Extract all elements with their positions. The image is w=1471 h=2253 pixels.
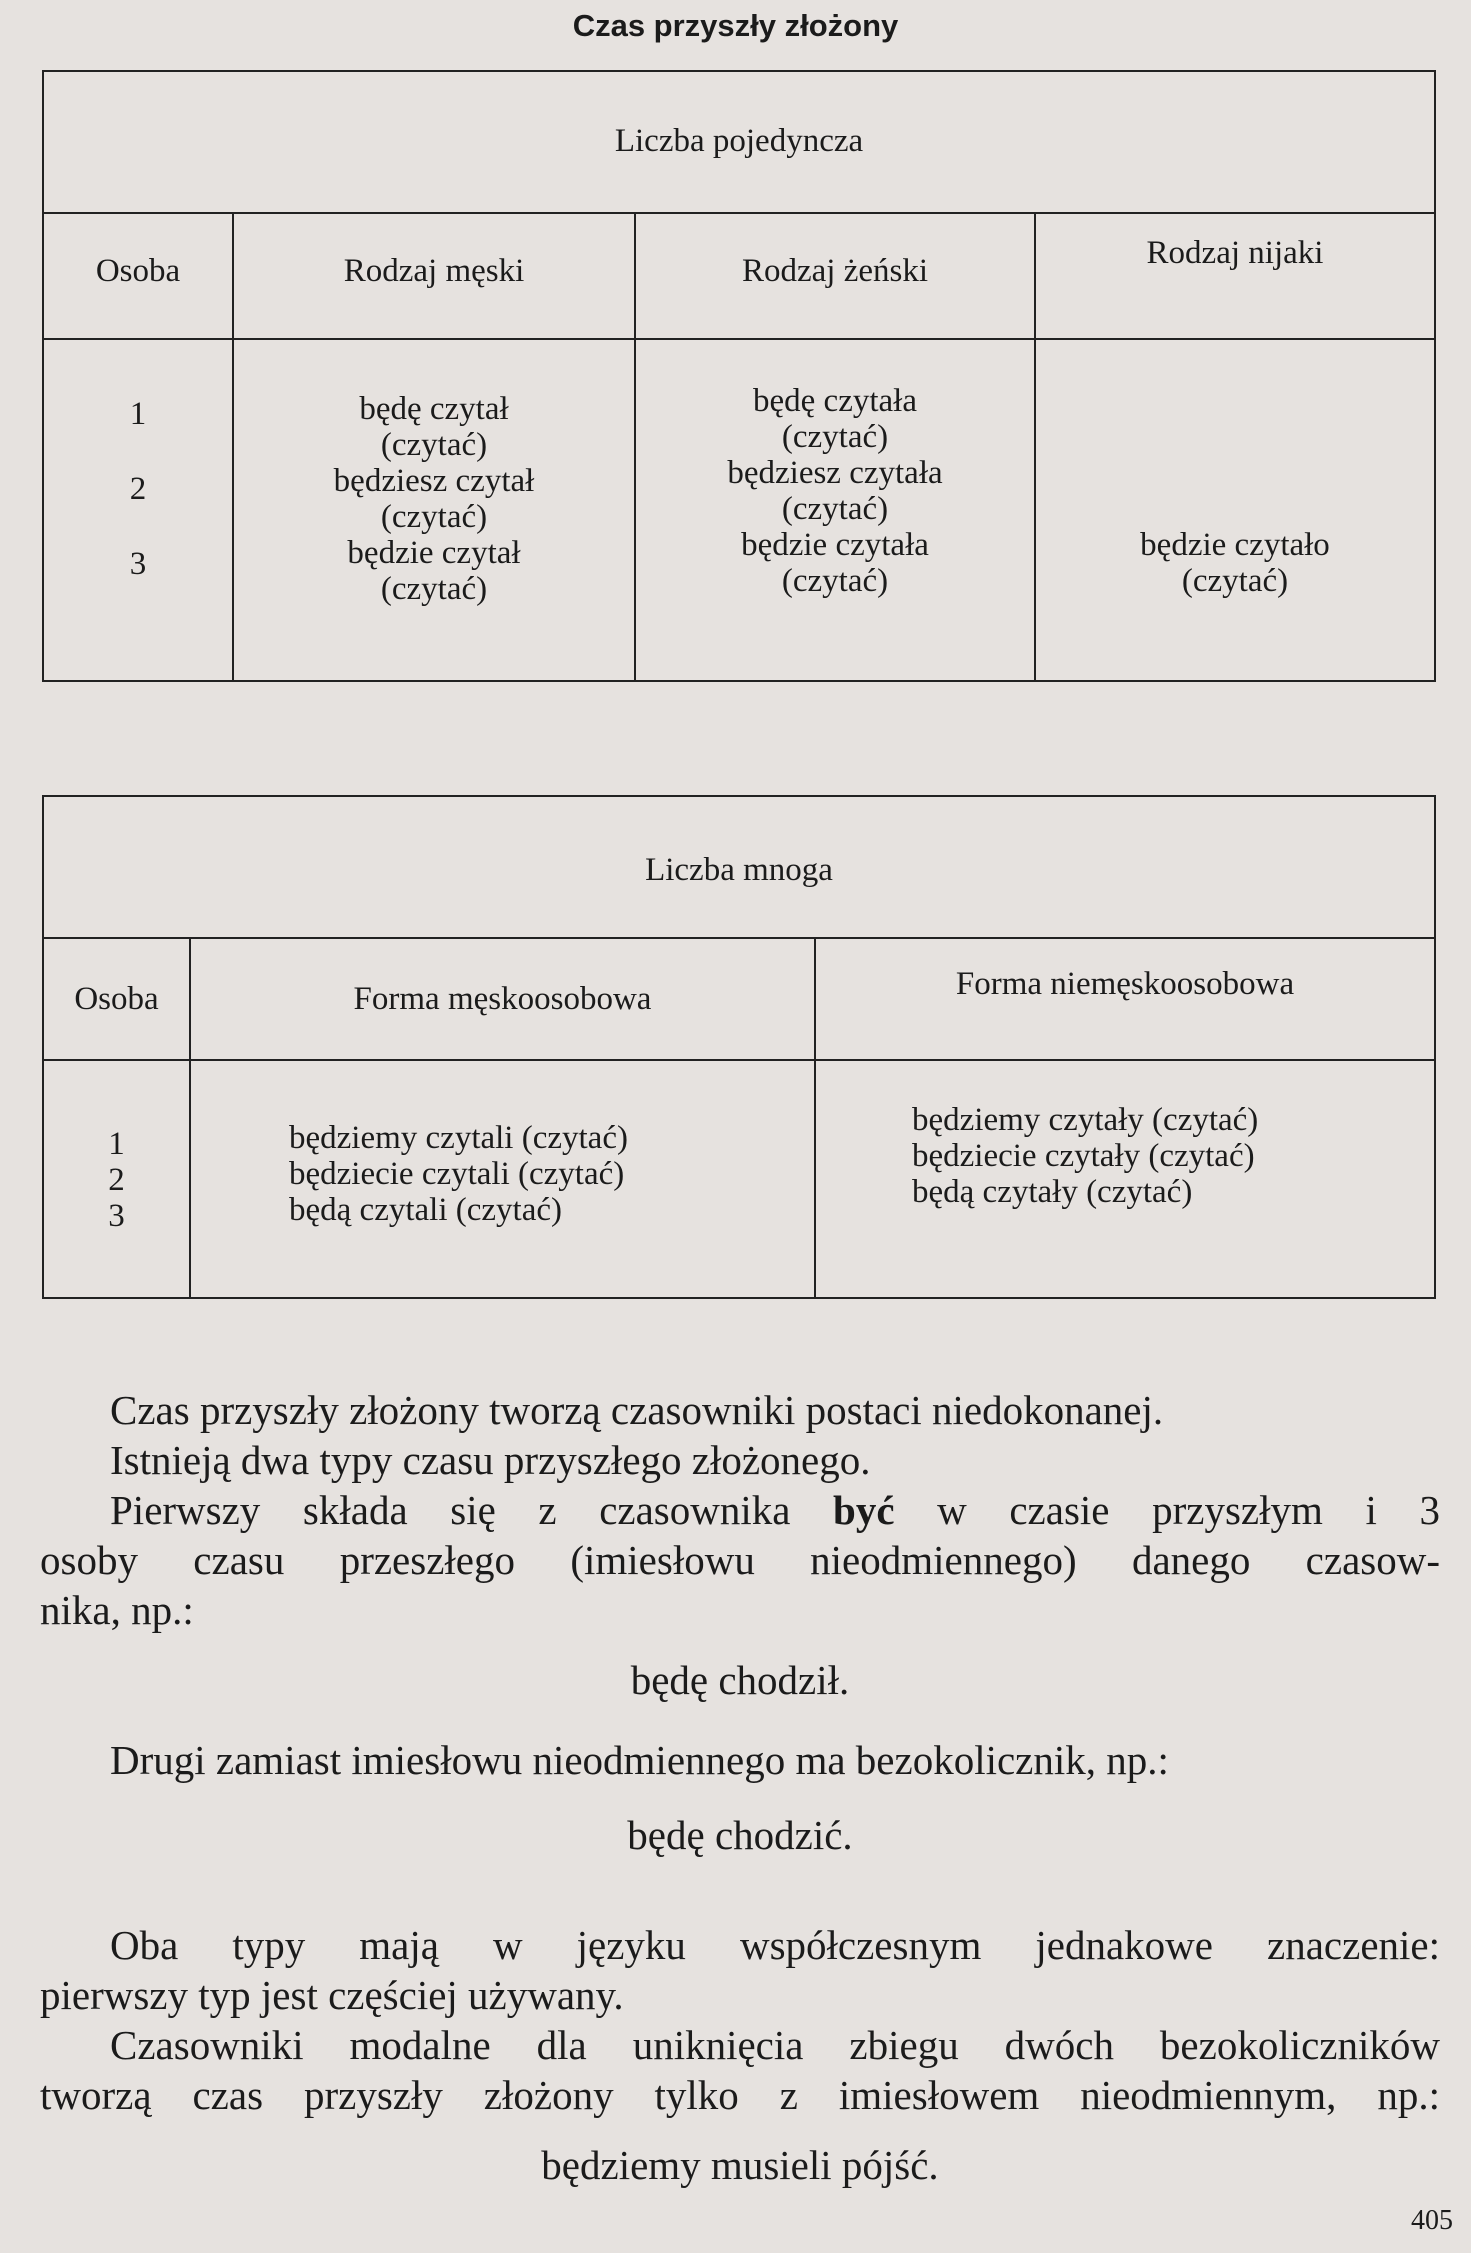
masc-form: (czytać)	[380, 499, 488, 535]
person-1: 1	[108, 1126, 125, 1162]
example-3: będziemy musieli pójść.	[541, 2142, 939, 2188]
p3-text-a: Pierwszy składa się z czasownika	[110, 1487, 834, 1533]
person-3: 3	[129, 546, 147, 582]
paragraph-1: Czas przyszły złożony tworzą czasowniki postaci niedokonanej.	[110, 1387, 1164, 1433]
nonmasc-plural-form: będą czytały (czytać)	[912, 1174, 1193, 1210]
divider	[44, 1059, 1434, 1061]
person-2: 2	[108, 1162, 125, 1198]
paragraph-5-line-1: Oba typy mają w języku współczesnym jednakowe znaczenie:	[110, 1922, 1440, 1968]
masc-form: (czytać)	[380, 427, 488, 463]
person-1: 1	[129, 396, 147, 432]
paragraph-6-line-2: tworzą czas przyszły złożony tylko z imiesłowem nieodmiennym, np.:	[40, 2072, 1440, 2118]
singular-table	[42, 70, 1436, 682]
example-2: będę chodzić.	[627, 1812, 853, 1858]
paragraph-5-line-2: pierwszy typ jest częściej używany.	[40, 1972, 624, 2018]
divider	[44, 937, 1434, 939]
p3-text-b: w czasie przyszłym i 3	[894, 1487, 1440, 1533]
header-rodzaj-zenski: Rodzaj żeński	[741, 253, 929, 289]
divider	[1034, 212, 1036, 680]
masc-form: będę czytał	[359, 391, 509, 427]
paragraph-4: Drugi zamiast imiesłowu nieodmiennego ma bezokolicznik, np.:	[110, 1737, 1169, 1783]
nonmasc-plural-form: będziemy czytały (czytać)	[912, 1102, 1259, 1138]
header-osoba: Osoba	[95, 253, 181, 289]
neut-form: (czytać)	[1181, 563, 1289, 599]
example-1: będę chodził.	[630, 1657, 850, 1703]
masc-plural-form: będą czytali (czytać)	[289, 1192, 562, 1228]
plural-table-title: Liczba mnoga	[645, 852, 833, 888]
header-osoba: Osoba	[74, 981, 159, 1017]
masc-form: będzie czytał	[347, 535, 521, 571]
divider	[44, 338, 1434, 340]
paragraph-6-line-1: Czasowniki modalne dla uniknięcia zbiegu dwóch bezokoliczników	[110, 2022, 1440, 2068]
fem-form: będę czytała	[753, 383, 917, 419]
fem-form: (czytać)	[781, 419, 889, 455]
page-number: 405	[1411, 2205, 1453, 2236]
divider	[44, 212, 1434, 214]
person-3: 3	[108, 1198, 125, 1234]
paragraph-3-line-2: osoby czasu przeszłego (imiesłowu nieodmiennego) danego czasow-	[40, 1537, 1440, 1583]
fem-form: (czytać)	[781, 563, 889, 599]
paragraph-2: Istnieją dwa typy czasu przyszłego złożonego.	[110, 1437, 871, 1483]
nonmasc-plural-form: będziecie czytały (czytać)	[912, 1138, 1255, 1174]
section-heading: Czas przyszły złożony	[572, 8, 899, 43]
fem-form: (czytać)	[781, 491, 889, 527]
plural-table	[42, 795, 1436, 1299]
fem-form: będzie czytała	[741, 527, 929, 563]
paragraph-3-line-1	[40, 1485, 1440, 1535]
masc-plural-form: będziemy czytali (czytać)	[289, 1120, 628, 1156]
masc-form: (czytać)	[380, 571, 488, 607]
neut-form: będzie czytało	[1140, 527, 1330, 563]
header-rodzaj-nijaki: Rodzaj nijaki	[1146, 235, 1324, 271]
header-forma-meskoosobowa: Forma męskoosobowa	[353, 981, 652, 1017]
header-forma-niemeskoosobowa: Forma niemęskoosobowa	[955, 966, 1295, 1002]
masc-form: będziesz czytał	[333, 463, 535, 499]
fem-form: będziesz czytała	[727, 455, 943, 491]
person-2: 2	[129, 471, 147, 507]
p3-bold-word: być	[833, 1487, 895, 1533]
header-rodzaj-meski: Rodzaj męski	[343, 253, 525, 289]
singular-table-title: Liczba pojedyncza	[614, 123, 864, 159]
masc-plural-form: będziecie czytali (czytać)	[289, 1156, 625, 1192]
paragraph-3-line-3: nika, np.:	[40, 1587, 194, 1633]
